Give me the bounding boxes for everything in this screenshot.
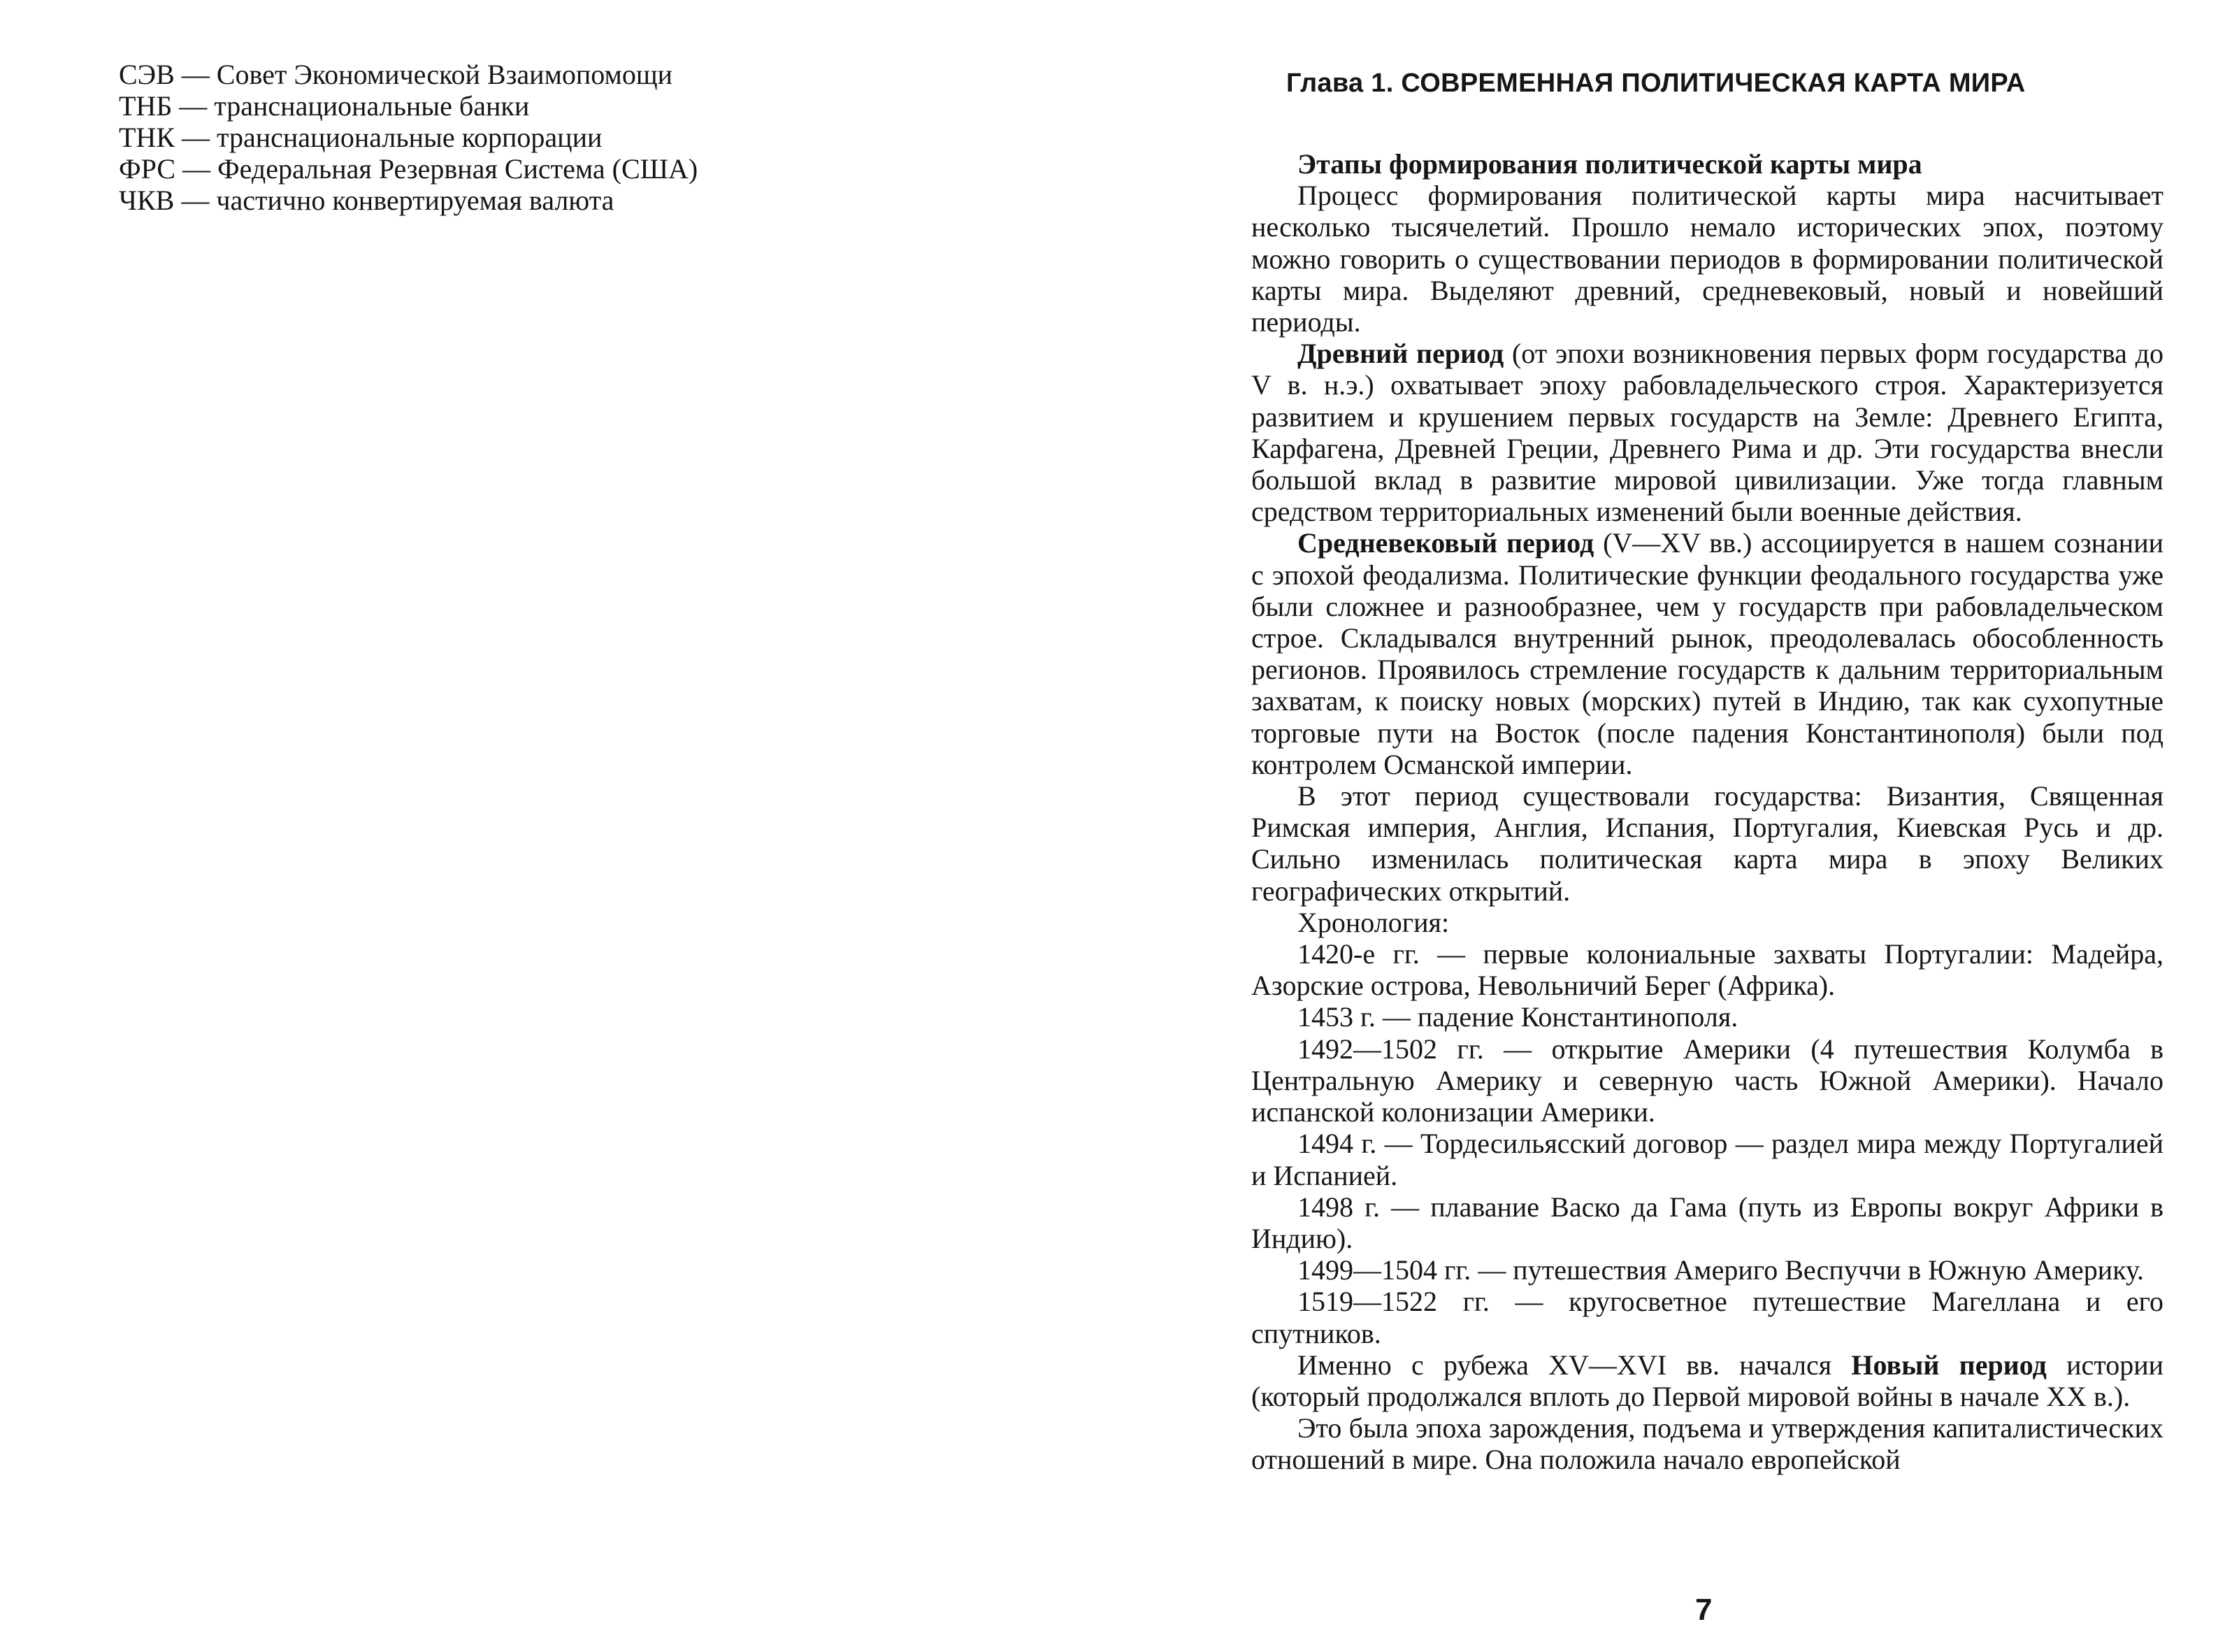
abbreviation-item: ТНК — транснациональные корпорации — [119, 122, 603, 153]
right-page — [1251, 67, 2163, 1476]
paragraph-text: истории (который продолжался вплоть до Первой мировой войны в начале XX в.). — [1251, 1349, 2164, 1412]
paragraph — [1251, 1349, 2163, 1412]
paragraph — [1251, 527, 2163, 780]
paragraph: В этот период существовали государства: Византия, Священная Римская империя, Англия, Испания, Португалия, Киевская Русь и др. Сильно изменилась политическая карта мира в эпоху Великих географических открытий. — [1251, 780, 2163, 907]
paragraph — [1251, 338, 2163, 527]
chapter-title: Глава 1. СОВРЕМЕННАЯ ПОЛИТИЧЕСКАЯ КАРТА МИРА — [1286, 69, 2026, 98]
abbreviation-item: СЭВ — Совет Экономической Взаимопомощи — [119, 59, 673, 90]
chronology-item: 1498 г. — плавание Васко да Гама (путь из Европы вокруг Африки в Индию). — [1251, 1191, 2163, 1254]
term: Новый период — [1851, 1349, 2047, 1381]
section-title: Этапы формирования политической карты мира — [1297, 148, 1922, 180]
paragraph-text: (от эпохи возникновения первых форм государства до V в. н.э.) охватывает эпоху рабовладельческого строя. Характеризуется развитием и крушением первых государств на Земле: Древнего Египта, Карфагена, Древней Греции, Древнего Рима и др. Эти государства внесли большой вклад в развитие мировой цивилизации. Уже тогда главным средством территориальных изменений были военные действия. — [1251, 338, 2164, 528]
chronology-item: 1494 г. — Тордесильясский договор — раздел мира между Португалией и Испанией. — [1251, 1128, 2163, 1191]
chronology-label: Хронология: — [1297, 906, 1450, 938]
page-number: 7 — [1695, 1593, 1713, 1627]
chronology-item: 1499—1504 гг. — путешествия Америго Веспуччи в Южную Америку. — [1297, 1254, 2145, 1286]
chronology-item: 1519—1522 гг. — кругосветное путешествие Магеллана и его спутников. — [1251, 1286, 2163, 1349]
body-text — [1251, 148, 2163, 1476]
paragraph-text: (V—XV вв.) ассоциируется в нашем сознании с эпохой феодализма. Политические функции феодального государства уже были сложнее и разнообразнее, чем у государств при рабовладельческом строе. Складывался внутренний рынок, преодолевалась обособленность регионов. Проявилось стремление государств к дальним территориальным захватам, к поиску новых (морских) путей в Индию, так как сухопутные торговые пути на Восток (после падения Константинополя) были под контролем Османской империи. — [1251, 527, 2164, 780]
paragraph: Это была эпоха зарождения, подъема и утверждения капиталистических отношений в мире. Она положила начало европейской — [1251, 1412, 2163, 1476]
abbreviation-item: ТНБ — транснациональные банки — [119, 90, 530, 122]
term: Средневековый период — [1297, 527, 1594, 559]
chronology-item: 1492—1502 гг. — открытие Америки (4 путешествия Колумба в Центральную Америку и северную часть Южной Америки). Начало испанской колонизации Америки. — [1251, 1033, 2163, 1128]
abbreviation-item: ЧКВ — частично конвертируемая валюта — [119, 185, 614, 216]
abbreviation-item: ФРС — Федеральная Резервная Система (США) — [119, 153, 698, 185]
chronology-item: 1453 г. — падение Константинополя. — [1297, 1001, 1738, 1033]
term: Древний период — [1297, 338, 1504, 370]
paragraph-text: Именно с рубежа XV—XVI вв. начался — [1297, 1349, 1852, 1381]
abbreviations-list — [119, 59, 832, 216]
paragraph: Процесс формирования политической карты мира насчитывает несколько тысячелетий. Прошло немало исторических эпох, поэтому можно говорить о существовании периодов в формировании политической карты мира. Выделяют древний, средневековый, новый и новейший периоды. — [1251, 180, 2163, 338]
chronology-item: 1420-е гг. — первые колониальные захваты Португалии: Мадейра, Азорские острова, Невольничий Берег (Африка). — [1251, 938, 2163, 1002]
